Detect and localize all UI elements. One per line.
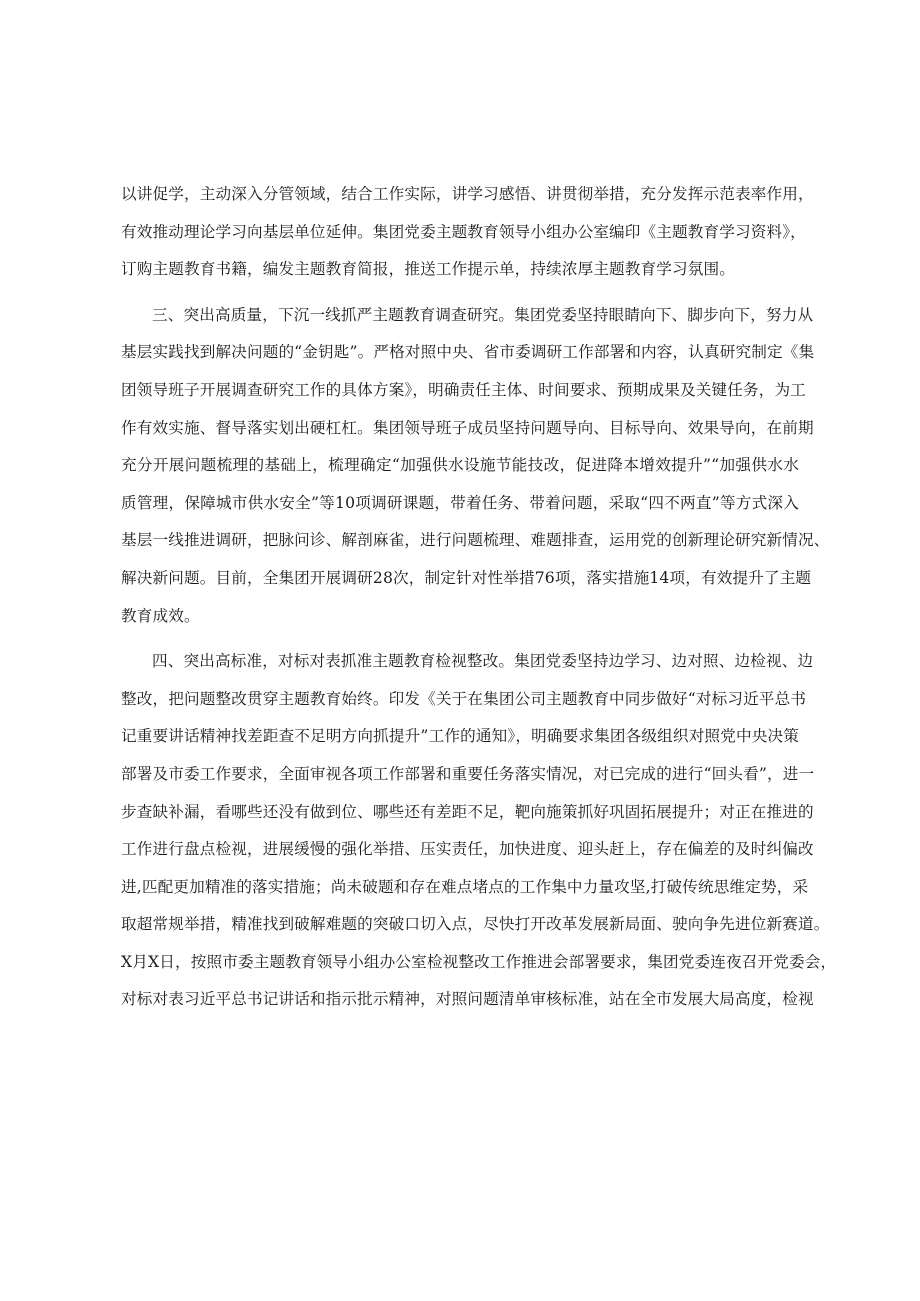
text-line: 步查缺补漏，看哪些还没有做到位、哪些还有差距不足，靶向施策抓好巩固拓展提升；对正在推进的 bbox=[121, 802, 814, 821]
text-line: 订购主题教育书籍，编发主题教育简报，推送工作提示单，持续浓厚主题教育学习氛围。 bbox=[121, 260, 736, 279]
text-line: 工作进行盘点检视，进展缓慢的强化举措、压实责任，加快进度、迎头赶上，存在偏差的及时纠偏改 bbox=[121, 840, 814, 859]
text-line: X月X日，按照市委主题教育领导小组办公室检视整改工作推进会部署要求，集团党委连夜召开党委会， bbox=[121, 952, 837, 971]
text-line: 进,匹配更加精准的落实措施；尚未破题和存在难点堵点的工作集中力量攻坚,打破传统思维定势，采 bbox=[121, 877, 809, 896]
paragraph bbox=[121, 643, 837, 1019]
paragraph bbox=[121, 176, 814, 289]
paragraph bbox=[121, 297, 830, 635]
text-line: 以讲促学，主动深入分管领域，结合工作实际，讲学习感悟、讲贯彻举措，充分发挥示范表率作用， bbox=[121, 185, 814, 203]
text-line: 记重要讲话精神找差距查不足明方向抓提升”工作的通知》，明确要求集团各级组织对照党中央决策 bbox=[121, 727, 799, 746]
text-line: 团领导班子开展调查研究工作的具体方案》，明确责任主体、时间要求、预期成果及关键任务，为工 bbox=[121, 380, 806, 399]
text-line: 取超常规举措，精准找到破解难题的突破口切入点，尽快打开改革发展新局面、驶向争先进位新赛道。 bbox=[121, 915, 830, 934]
text-line: 作有效实施、督导落实划出硬杠杠。集团领导班子成员坚持问题导向、目标导向、效果导向，在前期 bbox=[121, 418, 814, 437]
paragraph-gap bbox=[121, 289, 799, 297]
paragraph-gap bbox=[121, 635, 799, 643]
text-line: 充分开展问题梳理的基础上，梳理确定“加强供水设施节能技改，促进降本增效提升”“加强供水水 bbox=[121, 456, 799, 475]
text-line: 教育成效。 bbox=[121, 606, 200, 625]
text-line: 对标对表习近平总书记讲话和指示批示精神，对照问题清单审核标准，站在全市发展大局高度，检视 bbox=[121, 990, 814, 1009]
text-line: 解决新问题。目前，全集团开展调研28次，制定针对性举措76项，落实措施14项，有效提升了主题 bbox=[121, 568, 812, 587]
text-line: 三、突出高质量，下沉一线抓严主题教育调查研究。集团党委坚持眼睛向下、脚步向下，努力从 bbox=[152, 305, 814, 324]
text-line: 有效推动理论学习向基层单位延伸。集团党委主题教育领导小组办公室编印《主题教育学习资料》， bbox=[121, 222, 806, 241]
text-line: 质管理，保障城市供水安全”等10项调研课题，带着任务、带着问题，采取“四不两直”等方式深入 bbox=[121, 493, 799, 512]
document-body bbox=[121, 176, 837, 1019]
text-line: 四、突出高标准，对标对表抓准主题教育检视整改。集团党委坚持边学习、边对照、边检视、边 bbox=[152, 652, 814, 671]
text-line: 基层实践找到解决问题的“金钥匙”。严格对照中央、省市委调研工作部署和内容，认真研究制定《集 bbox=[121, 343, 815, 362]
text-line: 整改，把问题整改贯穿主题教育始终。印发《关于在集团公司主题教育中同步做好“对标习近平总书 bbox=[121, 689, 807, 708]
text-line: 部署及市委工作要求，全面审视各项工作部署和重要任务落实情况，对已完成的进行“回头看”，进一 bbox=[121, 764, 815, 783]
text-line: 基层一线推进调研，把脉问诊、解剖麻雀，进行问题梳理、难题排查，运用党的创新理论研究新情况、 bbox=[121, 531, 830, 550]
